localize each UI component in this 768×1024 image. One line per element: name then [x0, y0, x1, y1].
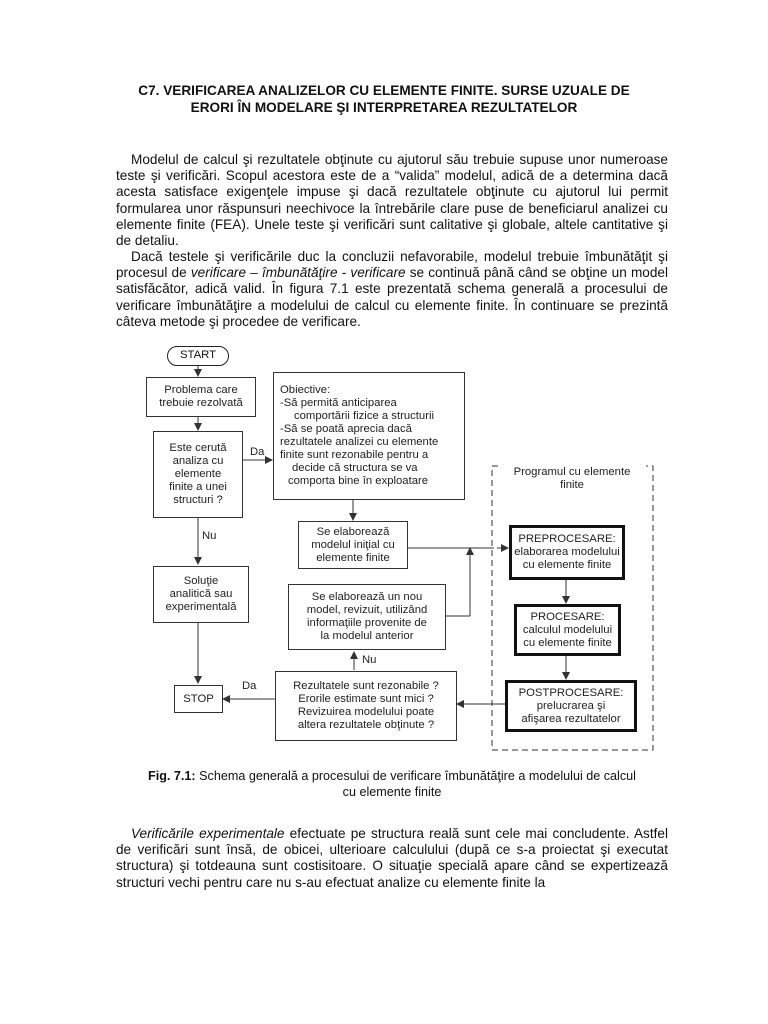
- checks-line-2: Erorile estimate sunt mici ?: [298, 693, 434, 705]
- program-title: [498, 462, 646, 496]
- new-model-box: [288, 584, 446, 650]
- objectives-line-5: rezultatele analizei cu elemente: [280, 436, 439, 448]
- post-line-3: afişarea rezultatelor: [521, 712, 621, 725]
- paragraph-2-text-a: Dacă testele şi verificările duc la concluzii nefavorabile, modelul trebuie îmbunătăţit şi procesul de: [116, 249, 668, 281]
- proc-line-3: cu elemente finite: [523, 636, 612, 649]
- program-title-line-2: finite: [560, 479, 584, 491]
- initial-model-line-1: Se elaborează: [316, 525, 390, 538]
- objectives-line-4: -Să se poată aprecia dacă: [280, 423, 412, 435]
- initial-model-line-3: elemente finite: [316, 551, 390, 564]
- checks-box: [275, 671, 457, 741]
- yes-label-1: Da: [250, 446, 265, 458]
- new-model-line-3: informaţiile provenite de: [307, 617, 427, 629]
- problem-box: [146, 377, 256, 417]
- caption-line-2: cu elemente finite: [342, 785, 442, 799]
- checks-line-3: Revizuirea modelului poate: [297, 706, 435, 718]
- new-model-line-1: Se elaborează un nou: [311, 591, 423, 603]
- preprocessing-box: [509, 525, 625, 580]
- objectives-line-1: Obiective:: [280, 384, 331, 396]
- processing-box: [514, 604, 621, 656]
- proc-line-1: PROCESARE:: [530, 610, 605, 623]
- new-model-line-2: model, revizuit, utilizând: [306, 604, 428, 616]
- question-line-4: finite a unei: [169, 481, 227, 493]
- yes-label-2: Da: [242, 680, 257, 692]
- paragraph-3-text: efectuate pe structura reală sunt cele mai concludente. Astfel de verificări sunt însă, de obicei, ulterioare calculului (după ce s-a proiectat şi executat structura) şi totdeauna sunt costisitoare. O situaţie specială apare când se expertizează structuri vechi pentru care nu s-au efectuat analize cu elemente finite la: [116, 826, 668, 890]
- paragraph-1-text: Modelul de calcul şi rezultatele obţinute cu ajutorul său trebuie supuse unor numeroase teste şi verificări. Scopul acestora este de a “valida” modelul, adică de a determina dacă acesta satisface exigenţele impuse şi dacă rezultatele obţinute cu ajutorul lui permit formularea unor răspunsuri neechivoce la întrebările clare puse de beneficiarul analizei cu elemente finite (FEA). Unele teste şi verificări sunt calitative şi globale, altele cantitative şi de detaliu.: [116, 152, 668, 249]
- objectives-box: [273, 372, 465, 500]
- question-line-1: Este cerută: [169, 442, 227, 454]
- start-terminal: START: [167, 346, 229, 366]
- objectives-line-2: -Să permită anticiparea: [280, 397, 397, 409]
- objectives-line-7: decide că structura se va: [292, 462, 418, 474]
- postprocessing-box: [505, 680, 637, 732]
- checks-line-4: altera rezultatele obţinute ?: [297, 719, 435, 731]
- proc-line-2: calculul modelului: [522, 623, 613, 636]
- objectives-line-8: comporta bine în exploatare: [288, 475, 429, 487]
- analytic-line-2: analitică sau: [169, 588, 233, 600]
- question-line-2: analiza cu: [172, 455, 224, 467]
- pre-line-2: elaborarea modelului: [514, 546, 620, 558]
- caption-label: Fig. 7.1:: [148, 769, 196, 783]
- pre-line-3: cu elemente finite: [522, 559, 612, 571]
- question-line-3: elemente: [174, 468, 222, 480]
- question-line-5: structuri ?: [173, 494, 223, 506]
- figure-caption: [116, 768, 668, 800]
- objectives-line-3: comportării fizice a structurii: [294, 410, 434, 422]
- title-line-2: ERORI ÎN MODELARE ŞI INTERPRETAREA REZULTATELOR: [190, 100, 578, 115]
- checks-line-1: Rezultatele sunt rezonabile ?: [293, 680, 439, 692]
- analytic-box: [153, 566, 249, 623]
- paragraph-2-italic: verificare – îmbunătăţire - verificare: [190, 265, 406, 281]
- initial-model-line-2: modelul iniţial cu: [311, 538, 395, 551]
- pre-line-1: PREPROCESARE:: [518, 533, 616, 545]
- caption-text-1: Schema generală a procesului de verificare îmbunătăţire a modelului de calcul: [195, 769, 636, 783]
- paragraph-3-italic: Verificările experimentale: [131, 826, 285, 841]
- paragraph-2-text-b: se continuă până când se obţine un model satisfăcător, adică valid. În figura 7.1 este prezentată schema generală a procesului de verificare îmbunătăţire a modelului de calcul cu elemente finite. În continuare se prezintă câteva metode şi procedee de verificare.: [116, 265, 669, 329]
- paragraph-3: [116, 826, 668, 891]
- program-title-line-1: Programul cu elemente: [513, 466, 631, 478]
- problem-line-1: Problema care: [164, 384, 238, 396]
- problem-line-2: trebuie rezolvată: [159, 397, 243, 409]
- caption-line-1: [116, 768, 668, 784]
- question-box: [153, 431, 243, 518]
- title-line-1: C7. VERIFICAREA ANALIZELOR CU ELEMENTE FINITE. SURSE UZUALE DE: [138, 83, 630, 98]
- objectives-line-6: finite sunt rezonabile pentru a: [280, 449, 429, 461]
- no-label-2: Nu: [362, 654, 377, 666]
- analytic-line-1: Soluţie: [183, 575, 219, 587]
- analytic-line-3: experimentală: [165, 601, 237, 613]
- initial-model-box: [298, 521, 408, 569]
- stop-box: STOP: [174, 685, 223, 713]
- new-model-line-4: la modelul anterior: [320, 630, 414, 642]
- no-label-1: Nu: [202, 530, 217, 542]
- post-line-2: prelucrarea şi: [536, 699, 606, 712]
- post-line-1: POSTPROCESARE:: [518, 686, 624, 699]
